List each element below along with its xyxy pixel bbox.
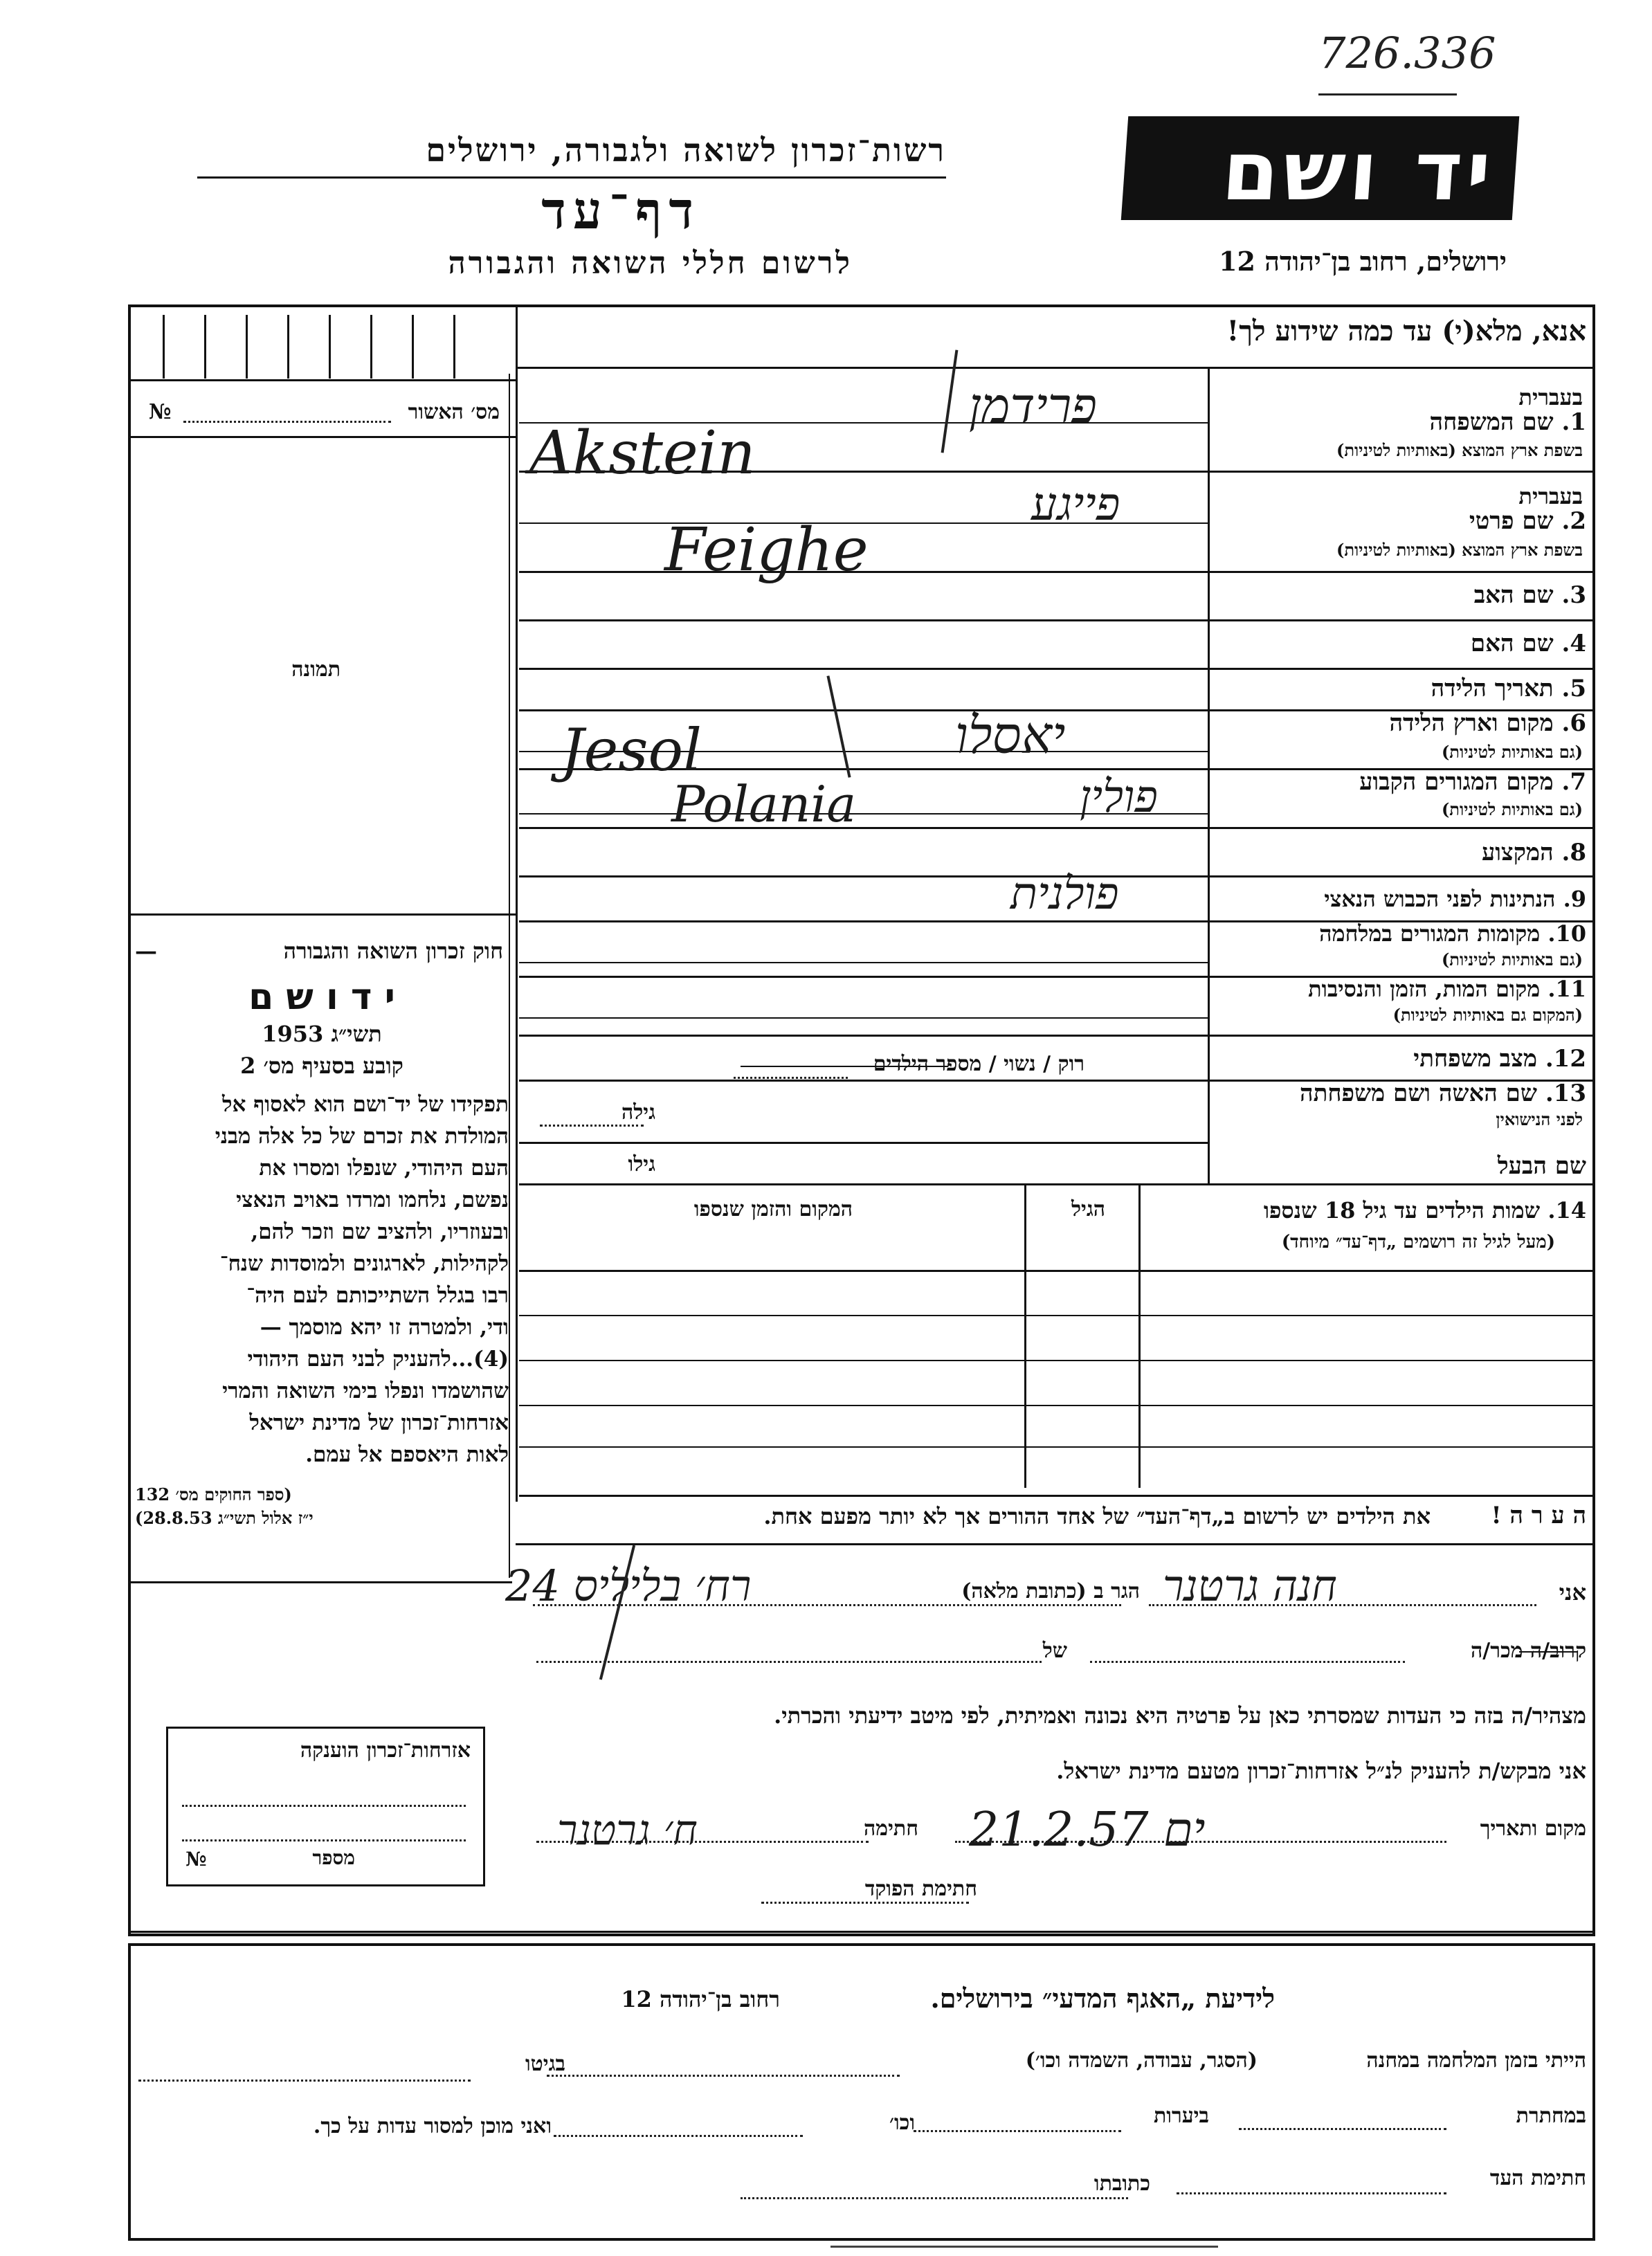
f12-label: 12. מצב משפחתי [1413, 1045, 1586, 1073]
footer-line2-dots-b [914, 2130, 1121, 2132]
decl-official: חתימת הפוקד [864, 1877, 977, 1901]
footer-line2-dots-c [554, 2135, 803, 2137]
side-inner-line [509, 374, 510, 1578]
footer-frame [128, 1943, 1595, 2241]
photo-box-bottom [128, 913, 516, 916]
hw-birthplace-hebrew: יאסלו [955, 706, 1066, 765]
header-address: ירושלים, רחוב בן־יהודה 12 [1219, 246, 1507, 277]
children-col-1 [1024, 1183, 1026, 1488]
archive-number: 726.336 [1318, 28, 1496, 78]
f4-label: 4. שם האם [1470, 630, 1586, 657]
approval-label: מס׳ האשור [408, 400, 500, 424]
f14-sub: (מעל לגיל זה רושמים „דף־עד״ מיוחד) [1281, 1232, 1555, 1253]
photo-label: תמונה [291, 657, 341, 682]
decl-place-date: מקום ותאריך [1480, 1817, 1586, 1841]
decl-official-dots [761, 1902, 969, 1904]
hw-witness-address: רח׳ בליליס 24 [505, 1561, 752, 1611]
f10-label: 10. מקומות המגורים במלחמה [1319, 920, 1586, 947]
instruction-text: אנא, מלא(י) עד כמה שידוע לך! [1226, 315, 1586, 347]
hw-firstname-hebrew: פייגע [1031, 477, 1120, 531]
approval-dots [183, 421, 391, 423]
hw-country-latin: Polania [671, 775, 857, 833]
footer-line1-c: בגיטו [525, 2052, 565, 2076]
ticket-box [142, 315, 505, 379]
f7-label: 7. מקום המגורים הקבוע [1359, 768, 1586, 796]
law-box-bottom [128, 1581, 512, 1583]
f5-label: 5. תאריך הלידה [1431, 675, 1586, 702]
law-source-2: י״ז אלול תשי״ג 28.8.53) [135, 1508, 314, 1528]
yad-vashem-logo [1121, 116, 1519, 220]
law-source-1: (ספר החוקים מס׳ 132 [135, 1484, 292, 1504]
f1-sub: בשפת ארץ המוצא (באותיות לטיניות) [1336, 440, 1583, 460]
note-bottom [516, 1543, 1592, 1545]
form-subtitle: לרשום חללי השואה והגבורה [448, 246, 853, 281]
f7-sub: (גם באותיות לטיניות) [1441, 799, 1583, 819]
footer-line1-a: הייתי בזמן המלחמה במחנה [1366, 2048, 1586, 2073]
hw-nationality: פולנית [1010, 868, 1119, 920]
decl-resident: הגר ב (כתובת מלאה) [961, 1579, 1140, 1603]
law-year: תשי״ג 1953 [262, 1021, 382, 1047]
f2-hebrew: בעברית [1518, 483, 1583, 509]
f13-label: 13. שם האשה ושם משפחתה [1300, 1080, 1586, 1107]
hw-birthplace-latin: Jesol [561, 716, 702, 784]
side-divider [516, 304, 518, 1502]
decl-relative-dots [1090, 1661, 1405, 1663]
law-box [135, 938, 509, 1529]
f1-hebrew: בעברית [1518, 384, 1583, 410]
scan-mark [830, 2246, 1218, 2248]
hw-firstname-latin: Feighe [664, 516, 869, 585]
f1-label: 1. שם המשפחה [1429, 408, 1586, 436]
wife-age-dots [540, 1125, 644, 1127]
law-title: חוק זכרון השואה והגבורה [283, 938, 503, 964]
wife-age-label: גילה [621, 1100, 655, 1125]
footer-line2-d: ואני מוכן למסור עדות על כך. [313, 2114, 552, 2138]
decl-of-dots [536, 1661, 1042, 1663]
footer-address: רחוב בן־יהודה 12 [621, 1986, 780, 2012]
approval-row-bottom [128, 436, 516, 438]
footer-witness-address: כתובתו [1093, 2172, 1150, 2196]
f12-strike [741, 1066, 948, 1067]
hw-surname-hebrew: פרידמן [969, 377, 1097, 434]
husband-label: שם הבעל [1497, 1152, 1586, 1180]
hw-country-hebrew: פולין [1080, 772, 1158, 823]
footer-title: לידיעת „האגף המדעי״ בירושלים. [930, 1983, 1275, 2014]
children-col-2 [1138, 1183, 1141, 1488]
hw-sign-place-date: ים 21.2.57 [969, 1803, 1206, 1857]
f2-label: 2. שם פרטי [1469, 507, 1586, 535]
law-dash: — [135, 938, 157, 964]
citizenship-no: № [185, 1848, 207, 1871]
f14-label: 14. שמות הילדים עד גיל 18 שנספו [1263, 1197, 1586, 1223]
decl-statement: מצהיר/ה בזה כי העדות שמסרתי כאן על פרטיה היא נכונה ואמיתית, לפי מיטב ידיעתי והכרתי. [774, 1702, 1586, 1729]
footer-line1-dots-b [138, 2080, 471, 2082]
f8-label: 8. המקצוע [1481, 839, 1586, 866]
hw-surname-latin: Akstein [529, 419, 756, 488]
footer-top [128, 1931, 1592, 1933]
authority-name: רשות־זכרון לשואה ולגבורה, ירושלים [426, 131, 946, 169]
citizenship-title: אזרחות־זכרון הוענקה [300, 1738, 471, 1763]
hw-signature: ח׳ גרטנר [557, 1806, 698, 1855]
citizenship-number: מספר [312, 1846, 355, 1869]
citizenship-box [166, 1727, 485, 1886]
f11-sub: (המקום גם באותיות לטיניות) [1392, 1005, 1583, 1025]
footer-line2-a: במחתרת [1516, 2104, 1586, 2128]
f9-label: 9. הנתינות לפני הכבוש הנאצי [1324, 886, 1586, 912]
footer-line1-dots-a [547, 2075, 900, 2077]
note-text: את הילדים יש לרשום ב„דף־העד״ של אחד ההורים אך לא יותר מפעם אחת. [763, 1503, 1431, 1529]
ticket-bottom [128, 379, 516, 381]
decl-of: של [1042, 1639, 1067, 1663]
f11-label: 11. מקום המות, הזמן והנסיבות [1308, 976, 1586, 1002]
f10-sub: (גם באותיות לטיניות) [1441, 949, 1583, 970]
children-header-bottom [519, 1270, 1592, 1272]
instruction-row-bottom [516, 367, 1592, 369]
decl-signature: חתימה [864, 1817, 918, 1841]
hw-witness-name: חנה גרטנר [1163, 1561, 1337, 1611]
label-divider [1208, 367, 1210, 1183]
footer-line2-b: ביערות [1153, 2104, 1209, 2128]
note-label: ה ע ר ה ! [1491, 1502, 1586, 1529]
footer-line1-b: (הסגר, עבודה, השמדה וכו׳) [1025, 2048, 1258, 2073]
law-text: תפקידו של יד־ושם הוא לאסוף אל המולדת את זכרם של כל אלה מבני העם היהודי, שנפלו ומסרו את נפשם, נלחמו ומרדו באויב הנאצי ובעוזריו, ולהציב שם וזכר להם, לקהילות, לארגונים ולמוסדות שנח־ רבו בגלל השתייכותם לעם היה־ ודי, ולמטרה זו יהא מוסמך — (4)...להעניק לבני העם היהודי שהושמדו ונפלו בימי השואה והמרי אזרחות־זכרון של מדינת ישראל לאות היאספם אל עמם. [215, 1092, 509, 1467]
f3-label: 3. שם האב [1473, 581, 1586, 609]
f6-label: 6. מקום וארץ הלידה [1389, 709, 1586, 737]
f6-sub: (גם באותיות לטיניות) [1441, 742, 1583, 762]
f12-options: רוק / נשוי / מספר הילדים [873, 1052, 1084, 1076]
decl-relative: קרוב/ה מכר/ה [1471, 1639, 1586, 1663]
archive-number-underline [1318, 93, 1457, 95]
footer-line2-dots-a [1239, 2128, 1446, 2130]
logo-text: יד ושם [1219, 123, 1498, 219]
law-name: י ד ו ש ם [248, 976, 395, 1018]
law-clause: קובע בסעיף מס׳ 2 [240, 1053, 403, 1079]
f13-sub: לפני הנישואין [1496, 1109, 1583, 1129]
husband-age-label: גילו [628, 1152, 655, 1176]
footer-address-dots [741, 2197, 1128, 2199]
approval-no: № [149, 400, 172, 424]
f2-sub: בשפת ארץ המוצא (באותיות לטיניות) [1336, 540, 1583, 560]
footer-witness-signature: חתימת העד [1489, 2166, 1586, 2190]
authority-underline [197, 176, 946, 179]
form-title: דף־עד [541, 181, 700, 241]
col-place-time: המקום והזמן שנספו [693, 1197, 853, 1221]
decl-i: אני [1559, 1579, 1586, 1605]
f12-dots [734, 1077, 848, 1079]
decl-request: אני מבקש/ת להעניק לנ״ל אזרחות־זכרון מטעם מדינת ישראל. [1056, 1758, 1586, 1784]
footer-line2-c: וכו׳ [889, 2111, 915, 2135]
footer-sign-dots [1177, 2192, 1446, 2194]
decl-relative-strike [1519, 1651, 1578, 1653]
col-age: הגיל [1071, 1197, 1105, 1221]
